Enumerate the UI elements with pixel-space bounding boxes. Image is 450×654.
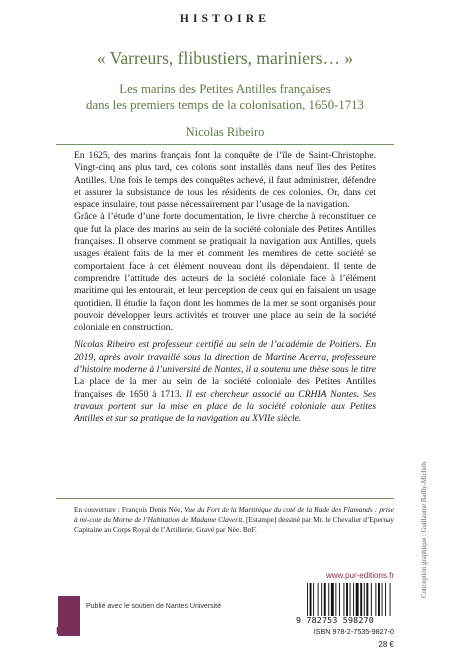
divider-bottom <box>56 498 394 499</box>
barcode-bar <box>378 583 380 616</box>
barcode-bar <box>328 583 329 616</box>
barcode-bar <box>390 583 391 616</box>
barcode-bar <box>318 583 319 616</box>
barcode-bar <box>310 583 312 616</box>
barcode-bar <box>356 583 359 616</box>
barcode-bar <box>324 583 326 616</box>
barcode-bar <box>353 583 354 616</box>
subtitle-line-2: dans les premiers temps de la colonisation, 1650-1713 <box>86 98 364 112</box>
summary-paragraph-1: En 1625, des marins français font la conquête de l’île de Saint-Christophe. Vingt-cinq ans plus tard, ces colons sont installés dans neuf îles des Petites Antilles. Une fois le temps des conquêtes achevé, il faut administrer, défendre et assurer la subsistance de tous les résidents de ces colonies. Or, dans cet espace insulaire, tout passe nécessairement par l’usage de la navigation. <box>74 150 376 211</box>
support-notice: Publié avec le soutien de Nantes Université <box>86 603 222 610</box>
author-name: Nicolas Ribeiro <box>185 125 265 139</box>
bio-thesis-title: La place de la mer au sein de la société coloniale des Petites Antilles françaises de 1650 à 1713 <box>74 376 376 400</box>
cover-credit <box>74 505 394 535</box>
barcode-digits: 9 782753 598270 <box>296 615 374 625</box>
author-bio <box>74 339 376 425</box>
barcode-bar <box>375 583 376 616</box>
bio-part-1: Nicolas Ribeiro est professeur certifié au sein de l’académie de Poitiers. En 2019, après avoir travaillé sous la direction de Martine Acerra, professeure d’histoire moderne à l’université de Nantes, il a soutenu une thèse sous le titre <box>74 339 376 376</box>
divider-top <box>56 144 394 145</box>
summary-text <box>74 150 376 426</box>
barcode-bar <box>382 583 383 616</box>
subtitle-line-1: Les marins des Petites Antilles françaises <box>119 82 331 96</box>
barcode-bar <box>321 583 322 616</box>
barcode-bar <box>335 583 336 616</box>
barcode-bar <box>350 583 351 616</box>
barcode-bar <box>366 583 368 616</box>
cover-credit-lead: En couverture : François Denis Née, <box>74 505 185 514</box>
barcode-bar <box>346 583 348 616</box>
barcode <box>307 583 394 616</box>
book-subtitle <box>0 81 450 113</box>
book-title: « Varreurs, flibustiers, mariniers… » <box>96 48 354 68</box>
barcode-bar <box>313 583 314 616</box>
barcode-bar <box>307 583 308 616</box>
barcode-bar <box>343 583 344 616</box>
price: 28 € <box>378 640 394 649</box>
isbn: ISBN 978-2-7535-9827-0 <box>313 627 394 636</box>
cover-credit-rest: . [Estampe] dessiné par Mr. le Chevalier d’Epernay Capitaine au Corps Royal de l’Artillerie. Gravé par Née. BnF. <box>74 515 394 534</box>
series-label: HISTOIRE <box>179 13 271 25</box>
graphic-design-credit: Conception graphique : Guillaume Bailly-Michels <box>421 461 428 598</box>
barcode-bar <box>371 583 372 616</box>
barcode-bar <box>385 583 386 616</box>
publisher-logo-text: PUR <box>56 625 80 637</box>
barcode-bar <box>331 583 334 616</box>
barcode-bar <box>339 583 340 616</box>
barcode-bar <box>364 583 365 616</box>
cover-credit-work: Vue du Fort de la Martinique du coté de la Rade des Flamands : prise à mi-cote du Morne de l’Habitation de Madame Claverit <box>74 505 394 524</box>
publisher-url[interactable]: www.pur-editions.fr <box>325 571 394 580</box>
barcode-bar <box>360 583 362 616</box>
bio-part-2: . Il est chercheur associé au CRHIA Nantes. Ses travaux portent sur la mise en place de la société coloniale aux Petites Antilles et sur sa pratique de la navigation au XVIIe siècle. <box>74 388 376 425</box>
summary-paragraph-2: Grâce à l’étude d’une forte documentation, le livre cherche à reconstituer ce que fut la place des marins au sein de la société coloniale des Petites Antilles françaises. Il observe comment se pratiquait la navigation aux Antilles, quels usages étaient faits de la mer et comment les membres de cette société se comportaient face à cet élément nouveau dont ils dépendaient. Il tente de comprendre l’attitude des acteurs de la société coloniale face à l’élément maritime qui les entourait, et leur perception de ceux qui en faisaient un usage quotidien. Il étudie la façon dont les hommes de la mer se sont organisés pour pouvoir développer leurs activités et trouver une place au sein de la société coloniale en construction. <box>74 211 376 334</box>
